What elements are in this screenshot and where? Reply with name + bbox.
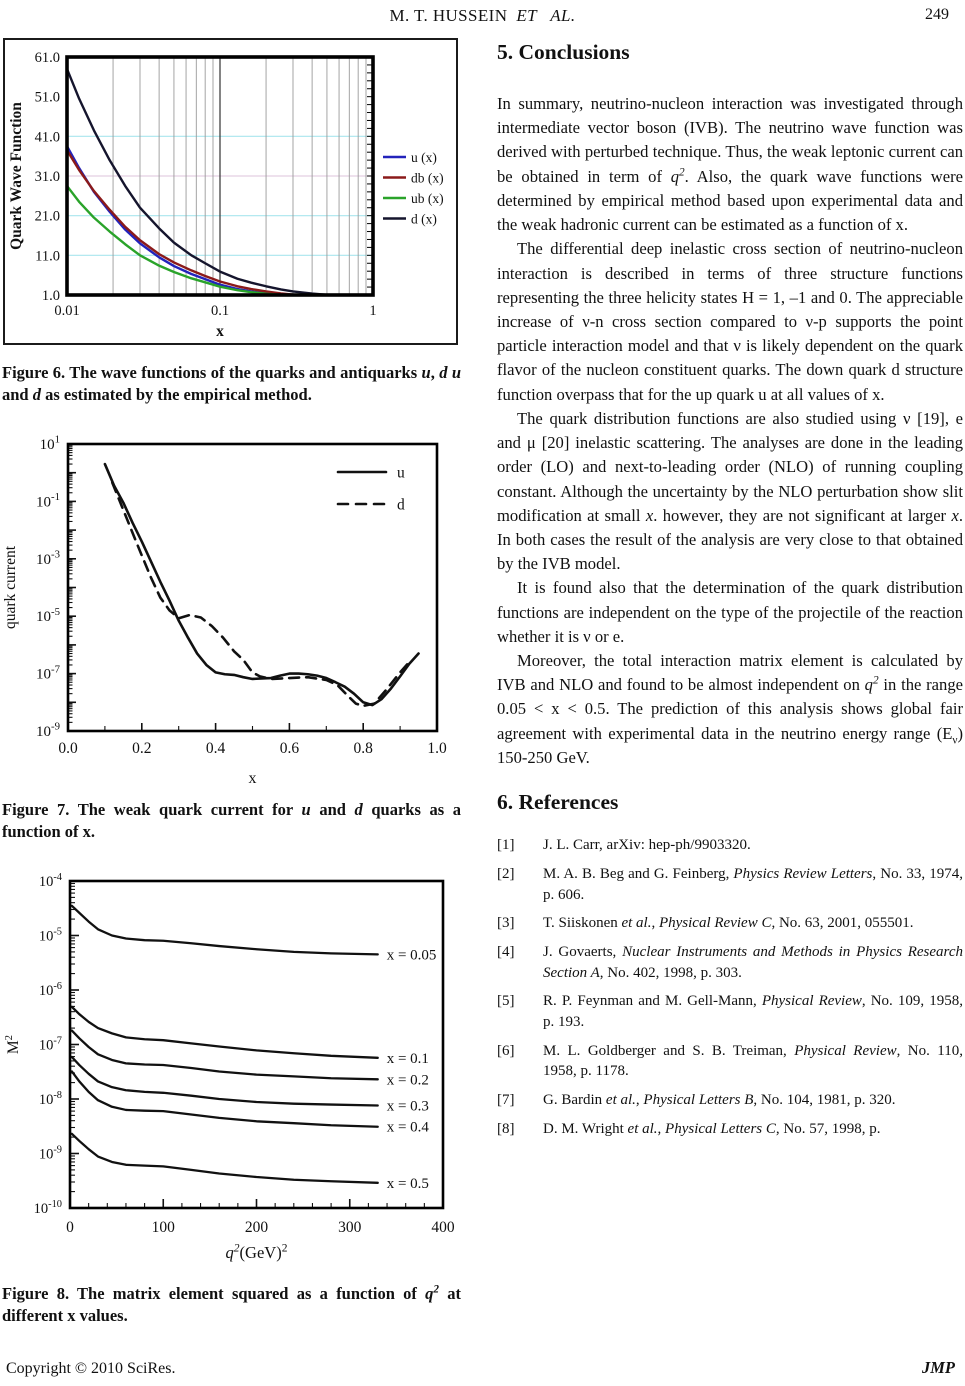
svg-text:u: u	[397, 464, 405, 482]
reference-number: [8]	[497, 1120, 515, 1137]
svg-text:61.0: 61.0	[34, 50, 60, 66]
reference-number: [3]	[497, 915, 515, 932]
svg-text:x: x	[216, 323, 224, 340]
journal-abbreviation: JMP	[922, 1358, 955, 1377]
reference-number: [7]	[497, 1092, 515, 1108]
svg-text:quark current: quark current	[2, 545, 19, 630]
svg-text:100: 100	[151, 1219, 175, 1236]
svg-text:31.0: 31.0	[34, 169, 60, 185]
svg-text:x: x	[248, 770, 257, 787]
paragraph: The quark distribution functions are also studied using ν [19], e and μ [20] inelastic scattering. The analyses are done in the leading order (LO) and next-to-leading order (NLO) of running coupling constant. Although the uncertainty by the NLO perturbation show slit modification at small x. however, they are not significant at larger x. In both cases the result of the analysis are very close to that obtained by the IVB model.	[497, 408, 963, 574]
svg-text:10-5: $10^{-5}$	[36, 605, 60, 626]
svg-text:10-6: $10^{-6}$	[38, 980, 62, 999]
svg-text:d (x): d (x)	[411, 211, 437, 227]
conclusions-heading: 5. Conclusions	[497, 40, 630, 64]
svg-text:10-7: $10^{-7}$	[38, 1035, 62, 1054]
svg-text:300: 300	[338, 1219, 362, 1236]
svg-text:10-8: $10^{-8}$	[38, 1089, 62, 1108]
svg-text:10-10: $10^{-10}$	[33, 1198, 62, 1217]
running-title: M. T. HUSSEIN ET AL.	[389, 6, 576, 25]
svg-text:q2(GeV)2: $q^2(GeV)^2$	[225, 1242, 288, 1262]
reference-number: [6]	[497, 1042, 515, 1059]
svg-text:x = 0.2: x = 0.2	[386, 1072, 429, 1089]
svg-text:41.0: 41.0	[34, 129, 60, 146]
reference-item	[497, 1119, 963, 1140]
figure6-chart	[5, 40, 454, 340]
svg-text:x = 0.3: x = 0.3	[386, 1098, 429, 1115]
svg-text:u (x): u (x)	[411, 150, 437, 165]
svg-text:0.8: 0.8	[353, 740, 373, 757]
figure7-caption: Figure 7. The weak quark current for u and d quarks as a function of x.	[2, 800, 462, 841]
figure6-caption: Figure 6. The wave functions of the quarks and antiquarks u, d u and d as estimated by the empirical method.	[2, 363, 461, 404]
svg-text:0.6: 0.6	[279, 740, 300, 757]
svg-text:1.0: 1.0	[427, 740, 447, 757]
paragraph: Moreover, the total interaction matrix element is calculated by IVB and NLO and found to be almost independent on $q^2$ in the range 0.05 < x < 0.5. The prediction of this analysis shows global fair agreement with experimental data in the neutrino energy range $(E_\nu)$ 150-250 GeV.	[497, 651, 963, 767]
svg-text:51.0: 51.0	[34, 89, 60, 106]
svg-text:0.1: 0.1	[210, 303, 230, 319]
reference-text: M. A. B. Beg and G. Feinberg, Physics Review Letters, No. 33, 1974, p. 606.	[543, 865, 964, 903]
reference-item	[497, 942, 963, 983]
reference-text: J. L. Carr, arXiv: hep-ph/9903320.	[543, 837, 751, 854]
svg-text:10-9: $10^{-9}$	[38, 1144, 62, 1163]
reference-item	[497, 864, 963, 905]
svg-text:Quark Wave Function: Quark Wave Function	[8, 102, 25, 250]
paragraph: It is found also that the determination of the quark distribution functions are independent on the type of the projectile of the reaction whether it is ν or e.	[497, 578, 963, 646]
svg-text:x = 0.05: x = 0.05	[386, 947, 437, 964]
copyright-notice: Copyright © 2010 SciRes.	[6, 1360, 176, 1377]
reference-number: [5]	[497, 993, 515, 1010]
reference-text: D. M. Wright et al., Physical Letters C, No. 57, 1998, p.	[543, 1120, 881, 1137]
reference-number: [2]	[497, 865, 515, 882]
conclusions-paragraphs	[497, 92, 963, 770]
right-column	[497, 34, 963, 1147]
svg-text:1: 1	[369, 303, 377, 319]
reference-item	[497, 991, 963, 1032]
svg-text:10-1: $10^{-1}$	[36, 491, 60, 511]
svg-text:200: 200	[244, 1219, 269, 1236]
reference-number: [4]	[497, 943, 515, 960]
svg-text:400: 400	[431, 1219, 455, 1236]
svg-text:ub (x): ub (x)	[411, 191, 444, 206]
svg-text:x = 0.1: x = 0.1	[386, 1050, 429, 1067]
svg-text:10-3: $10^{-3}$	[36, 548, 60, 568]
reference-item	[497, 835, 963, 856]
paragraph: In summary, neutrino-nucleon interaction was investigated through intermediate vector boson (IVB). The neutrino wave function was derived with perturbed technique. Thus, the weak leptonic current can be obtained in term of $q^2$. Also, the quark wave functions were determined by empirical method based upon experimental data and the weak hadronic current can be estimated as a function of x.	[497, 94, 963, 235]
figure8-caption: Figure 8. The matrix element squared as a function of $q^2$ at different x values.	[2, 1283, 462, 1325]
references-heading: 6. References	[497, 790, 619, 815]
figure6-frame	[3, 38, 458, 345]
svg-text:10-7: $10^{-7}$	[36, 663, 60, 683]
figure8-chart	[0, 853, 470, 1273]
svg-text:d: d	[397, 496, 405, 514]
svg-text:0.0: 0.0	[58, 740, 78, 757]
reference-text: G. Bardin et al., Physical Letters B, No. 104, 1981, p. 320.	[543, 1092, 896, 1108]
svg-text:10-5: $10^{-5}$	[38, 926, 62, 945]
reference-item	[497, 913, 963, 934]
svg-text:0: 0	[66, 1219, 74, 1236]
reference-item	[497, 1090, 963, 1111]
svg-text:0.2: 0.2	[132, 740, 152, 757]
svg-text:21.0: 21.0	[34, 208, 60, 225]
svg-text:10-9: $10^{-9}$	[36, 720, 60, 740]
svg-text:M2: $M^2$	[3, 1034, 22, 1055]
svg-text:11.0: 11.0	[35, 248, 60, 265]
svg-text:10-4: $10^{-4}$	[38, 871, 62, 890]
reference-text: T. Siiskonen et al., Physical Review C, No. 63, 2001, 055501.	[543, 915, 914, 932]
reference-number: [1]	[497, 837, 515, 854]
reference-text: J. Govaerts, Nuclear Instruments and Methods in Physics Research Section A, No. 402, 1998, p. 303.	[543, 943, 963, 981]
reference-text: R. P. Feynman and M. Gell-Mann, Physical Review, No. 109, 1958, p. 193.	[543, 993, 963, 1030]
reference-item	[497, 1041, 963, 1082]
svg-text:0.01: 0.01	[54, 303, 80, 319]
figure7-chart	[2, 428, 464, 790]
svg-text:0.4: 0.4	[205, 740, 226, 757]
svg-text:x = 0.5: x = 0.5	[386, 1175, 429, 1192]
paragraph: The differential deep inelastic cross section of neutrino-nucleon interaction is described in terms of three structure functions representing the three helicity states H = 1, –1 and 0. The appreciable increase of ν-n cross section compared to ν-p supports the point particle interaction model and that ν is likely dependent on the quark flavor of the nucleon constituent quarks. The down quark d structure function overpass that for the up quark u at all values of x.	[497, 239, 963, 404]
reference-text: M. L. Goldberger and S. B. Treiman, Physical Review, No. 110, 1958, p. 1178.	[543, 1042, 963, 1080]
references-list	[497, 835, 963, 1139]
svg-text:101: $10^1$	[39, 433, 60, 453]
page-number: 249	[925, 6, 949, 23]
svg-text:x = 0.4: x = 0.4	[386, 1119, 429, 1136]
svg-text:1.0: 1.0	[41, 288, 60, 304]
svg-text:db (x): db (x)	[411, 170, 444, 186]
